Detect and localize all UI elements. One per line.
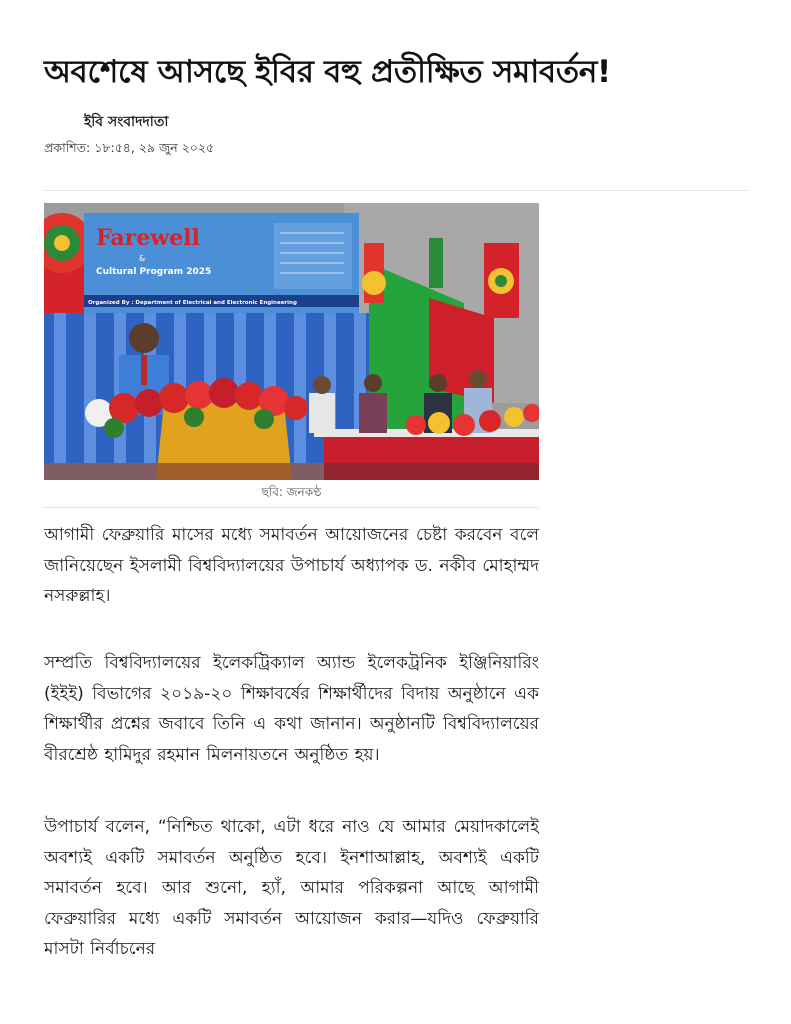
banner-organizer: Organized By : Department of Electrical and Electronic Engineering (88, 300, 297, 306)
author-name[interactable]: ইবি সংবাদদাতা (84, 114, 169, 130)
article-paragraph: উপাচার্য বলেন, “নিশ্চিত থাকো, এটা ধরে নাও যে আমার মেয়াদকালেই অবশ্যই একটি সমাবর্তন অনুষ্ঠিত হবে। ইনশাআল্লাহ, অবশ্যই একটি সমাবর্তন হবে। আর শুনো, হ্যাঁ, আমার পরিকল্পনা আছে আগামী ফেব্রুয়ারির মধ্যে একটি সমাবর্তন আয়োজন করার—যদিও ফেব্রুয়ারি মাসটা নির্বাচনের (44, 817, 539, 959)
banner-title: Farewell (96, 225, 200, 251)
header-divider (44, 190, 748, 191)
article-paragraph: আগামী ফেব্রুয়ারি মাসের মধ্যে সমাবর্তন আয়োজনের চেষ্টা করবেন বলে জানিয়েছেন ইসলামী বিশ্ববিদ্যালয়ের উপাচার্য অধ্যাপক ড. নকীব মোহাম্মদ নসরুল্লাহ। (44, 525, 539, 606)
published-time: প্রকাশিত: ১৮:৫৪, ২৯ জুন ২০২৫ (44, 140, 215, 155)
event-photo-illustration (44, 203, 539, 480)
article-photo (44, 203, 539, 480)
article-headline: অবশেষে আসছে ইবির বহু প্রতীক্ষিত সমাবর্তন! (44, 54, 611, 90)
banner-ampersand: & (139, 254, 146, 263)
photo-caption: ছবি: জনকণ্ঠ (261, 485, 322, 499)
banner-subtitle: Cultural Program 2025 (96, 267, 212, 277)
article-paragraph: সম্প্রতি বিশ্ববিদ্যালয়ের ইলেকট্রিক্যাল অ্যান্ড ইলেকট্রনিক ইঞ্জিনিয়ারিং (ইইই) বিভাগের ২০১৯-২০ শিক্ষাবর্ষের শিক্ষার্থীদের বিদায় অনুষ্ঠানে এক শিক্ষার্থীর প্রশ্নের জবাবে তিনি এ কথা জানান। অনুষ্ঠানটি বিশ্ববিদ্যালয়ের বীরশ্রেষ্ঠ হামিদুর রহমান মিলনায়তনে অনুষ্ঠিত হয়। (44, 653, 539, 765)
caption-divider (44, 507, 539, 508)
